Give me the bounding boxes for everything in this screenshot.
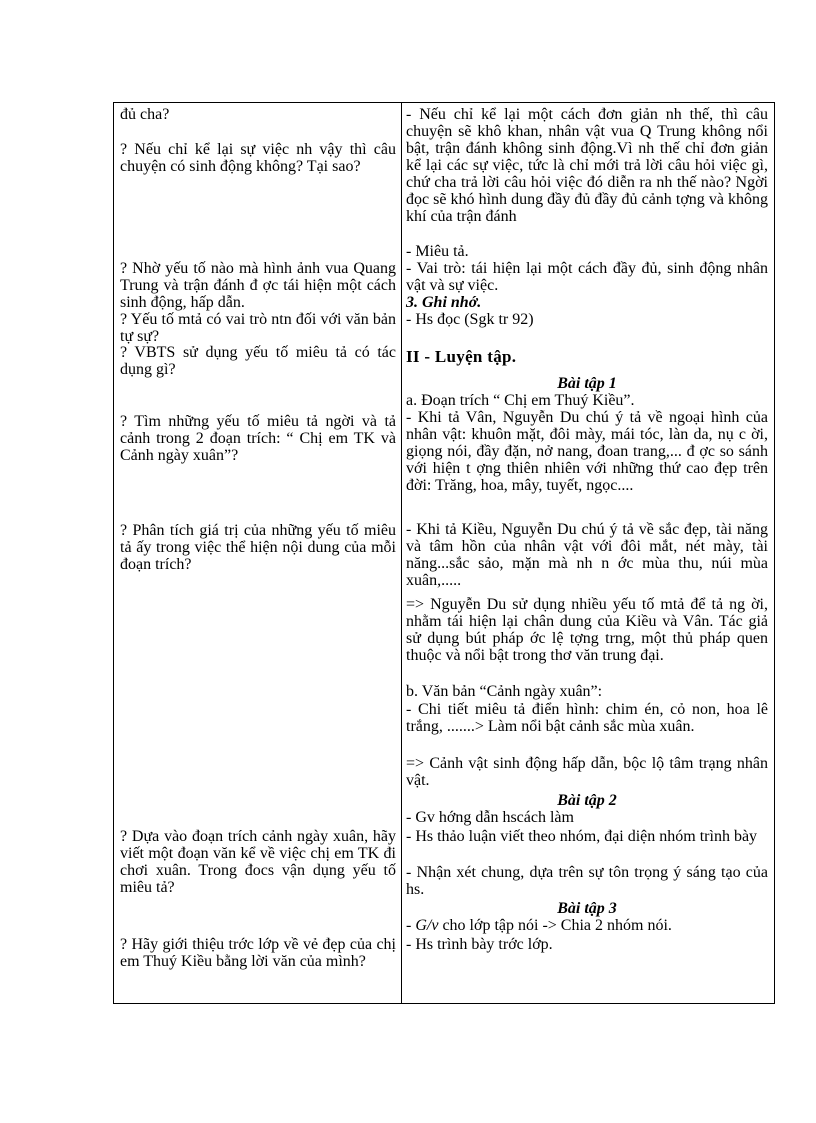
answer-text: - Miêu tả. [406,243,469,260]
section-heading: II - Luyện tập. [406,347,517,366]
answer-text: - Nếu chỉ kể lại một cách đơn giản nh thế, thì câu chuyện sẽ khô khan, nhân vật vua Q Trung không nổi bật, trận đánh không sinh động.Vì nh thế chỉ đơn giản kể lại các sự việc, tức là chỉ mới trả lời câu hỏi việc gì, chứ cha trả lời câu hỏi việc đó diễn ra nh thế nào? Ngời đọc sẽ khó hình dung đầy đủ đầy đủ cảnh tợng và không khí của trận đánh [406,106,768,225]
question-text: ? VBTS sử dụng yếu tố miêu tả có tác dụng gì? [120,344,396,378]
teacher-abbrev: G/v [415,917,439,934]
answer-text: - G/v cho lớp tập nói -> Chia 2 nhóm nói. [406,917,672,934]
answer-text: - Nhận xét chung, dựa trên sự tôn trọng ý sáng tạo của hs. [406,864,768,898]
question-text: ? Nhờ yếu tố nào mà hình ảnh vua Quang Trung và trận đánh đ ợc tái hiện một cách sinh động, hấp dẫn. [120,260,396,311]
question-text: ? Phân tích giá trị của những yếu tố miêu tả ấy trong việc thể hiện nội dung của mỗi đoạn trích? [120,522,396,573]
answer-text: - Vai trò: tái hiện lại một cách đầy đủ, sinh động nhân vật và sự việc. [406,260,768,294]
answer-text: - Khi tả Vân, Nguyễn Du chú ý tả về ngoại hình của nhân vật: khuôn mặt, đôi mày, mái tóc, làn da, nụ c ời, giọng nói, đầy đặn, nở nang, đoan trang,... đ ợc so sánh với hiện t ợng thiên nhiên với những thứ cao đẹp trên đời: Trăng, hoa, mây, tuyết, ngọc.... [406,409,768,494]
lesson-table [113,102,775,1004]
answer-text: - Gv hớng dẫn hscách làm [406,809,574,826]
question-text: ? Dựa vào đoạn trích cảnh ngày xuân, hãy viết một đoạn văn kể về việc chị em TK đi chơi xuân. Trong đocs vận dụng yếu tố miêu tả? [120,828,396,896]
section-heading: 3. Ghi nhớ. [406,294,482,311]
exercise-heading: Bài tập 2 [557,792,617,809]
exercise-heading: Bài tập 1 [557,375,617,392]
column-divider [401,103,402,1003]
answer-text: - Khi tả Kiều, Nguyễn Du chú ý tả về sắc đẹp, tài năng và tâm hồn của nhân vật với đôi mắt, nét mày, tài năng...sắc sảo, mặn mà nh n ớc mùa thu, núi mùa xuân,..... [406,521,768,589]
answer-text: b. Văn bản “Cảnh ngày xuân”: [406,683,603,700]
question-text: ? Nếu chỉ kể lại sự việc nh vậy thì câu chuyện có sinh động không? Tại sao? [120,141,396,175]
question-text: ? Yếu tố mtả có vai trò ntn đối với văn bản tự sự? [120,311,396,345]
exercise-heading: Bài tập 3 [557,900,617,917]
question-text: ? Tìm những yếu tố miêu tả ngời và tả cảnh trong 2 đoạn trích: “ Chị em TK và Cảnh ngày xuân”? [120,413,396,464]
question-text: đủ cha? [120,106,170,123]
answer-text: => Nguyễn Du sử dụng nhiều yếu tố mtả để tả ng ời, nhằm tái hiện lại chân dung của Kiều và Vân. Tác giả sử dụng bút pháp ớc lệ tợng trng, một thủ pháp quen thuộc và nổi bật trong thơ văn trung đại. [406,596,768,664]
answer-text: => Cảnh vật sinh động hấp dẫn, bộc lộ tâm trạng nhân vật. [406,755,768,789]
answer-text: - Hs trình bày trớc lớp. [406,936,553,953]
answer-text: a. Đoạn trích “ Chị em Thuý Kiều”. [406,392,635,409]
question-text: ? Hãy giới thiệu trớc lớp về vẻ đẹp của chị em Thuý Kiều bằng lời văn của mình? [120,936,396,970]
answer-text: - Hs đọc (Sgk tr 92) [406,311,534,328]
answer-text-rest: cho lớp tập nói -> Chia 2 nhóm nói. [438,917,672,934]
answer-text: - Hs thảo luận viết theo nhóm, đại diện nhóm trình bày [406,828,758,845]
answer-text: - Chi tiết miêu tả điển hình: chim én, cỏ non, hoa lê trắng, .......> Làm nổi bật cảnh sắc mùa xuân. [406,701,768,735]
